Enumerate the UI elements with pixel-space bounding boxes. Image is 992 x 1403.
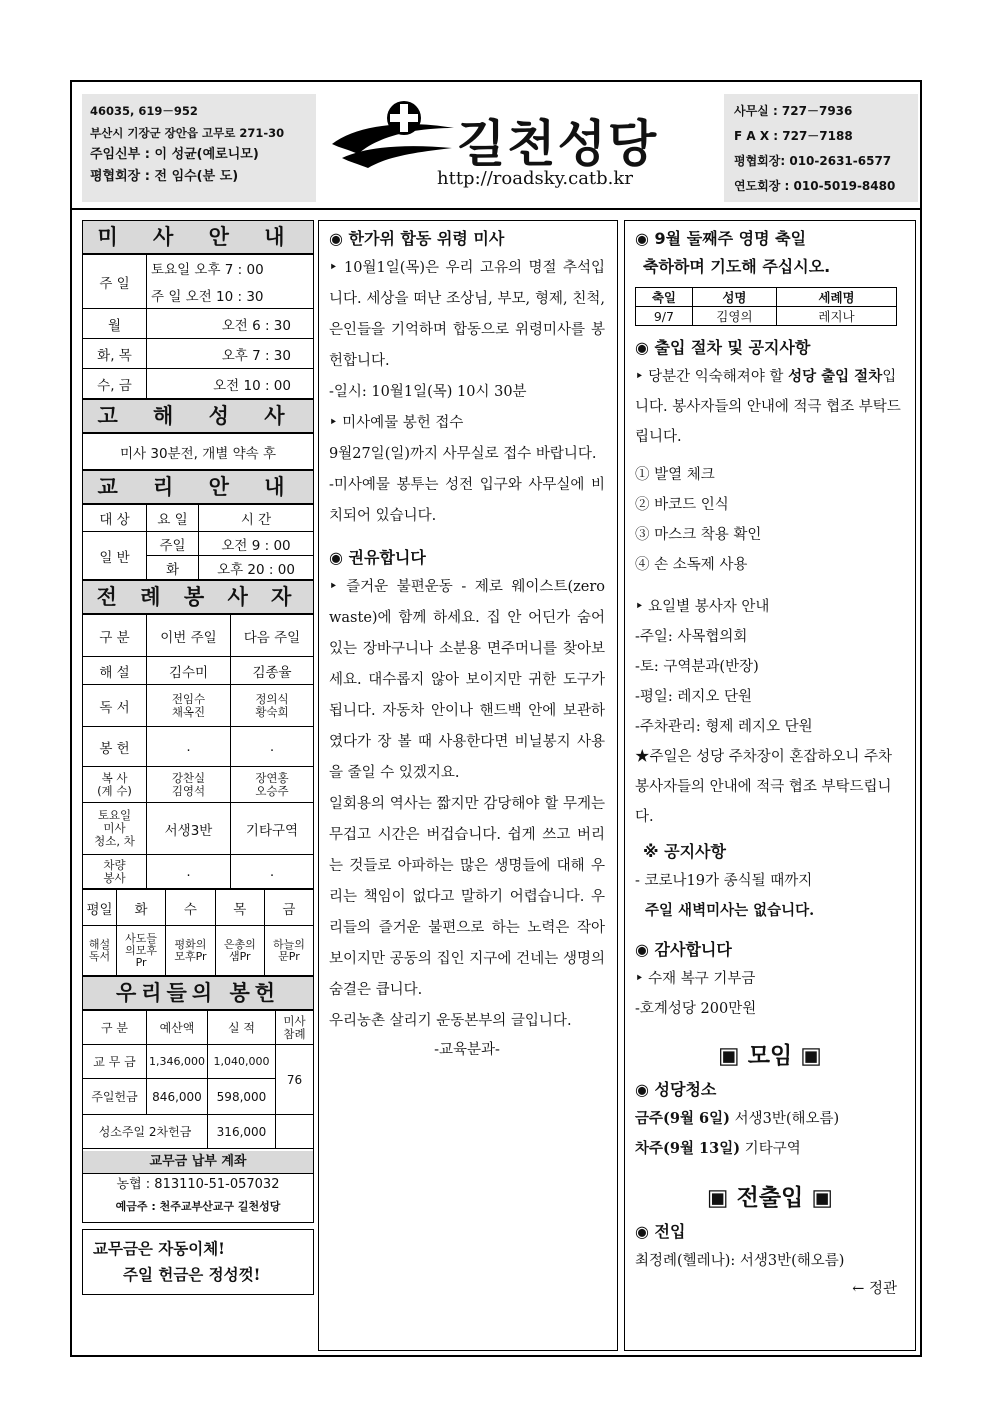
lit-this: . xyxy=(147,727,231,767)
off-budget: 846,000 xyxy=(147,1079,208,1115)
weekday: 금 xyxy=(264,890,313,926)
zero-waste-source: 우리농촌 살리기 운동본부의 글입니다. xyxy=(329,1013,572,1029)
cleaning-date: 금주(9월 6일) xyxy=(635,1110,730,1127)
volunteer-item: -주일: 사목협의회 xyxy=(635,629,748,645)
education-sign: -교육분과- xyxy=(434,1042,500,1058)
lit-role: 봉 헌 xyxy=(83,727,147,767)
cat-head: 시 간 xyxy=(199,505,314,532)
account-holder: 예금주 : 천주교부산교구 길천성당 xyxy=(115,1200,281,1213)
off-head: 예산액 xyxy=(147,1011,208,1045)
sat-mass: 토요일 오후 7 : 00 xyxy=(147,255,314,282)
offering-intake: ‣ 미사예물 봉헌 접수 9월27일(일)까지 사무실로 접수 바랍니다. xyxy=(329,415,597,462)
volunteer-item: -주차관리: 형제 레지오 단원 xyxy=(635,719,813,735)
off-label: 성소주일 2차헌금 xyxy=(83,1115,208,1149)
off-label: 교 무 금 xyxy=(83,1045,147,1079)
entry-post: 입니다. 봉사자들의 안내에 적극 협조 부탁드립니다. xyxy=(635,369,901,445)
reader-group: 은총의 샘Pr xyxy=(215,926,264,976)
feast-table xyxy=(635,287,897,326)
feast-date: 9/7 xyxy=(636,307,693,326)
weekday-label: 평일 xyxy=(83,890,117,926)
off-actual: 598,000 xyxy=(207,1079,275,1115)
lit-role: 토요일 미사 청소, 차 xyxy=(83,803,147,855)
lit-role: 복 사 (계 수) xyxy=(83,767,147,803)
off-actual: 316,000 xyxy=(207,1115,275,1149)
parking-note: ★주일은 성당 주차장이 혼잡하오니 주차봉사자들의 안내에 적극 협조 부탁드립니다. xyxy=(635,749,893,825)
left-column xyxy=(82,220,314,1295)
lit-role: 차량 봉사 xyxy=(83,855,147,889)
entry-body xyxy=(635,362,905,452)
mass-time: 오전 6 : 30 xyxy=(147,309,314,339)
off-head: 구 분 xyxy=(83,1011,147,1045)
postal: 46035, 619－952 xyxy=(90,104,198,118)
council-phone: 평협회장: 010-2631-6577 xyxy=(734,154,892,168)
office-phone: 사무실 : 727－7936 xyxy=(734,104,853,118)
transfer-in-title: ◉ 전입 xyxy=(635,1222,686,1241)
lit-next: 김종율 xyxy=(231,657,314,685)
fax: F A X : 727－7188 xyxy=(734,129,853,143)
lit-role: 해 설 xyxy=(83,657,147,685)
bulletin-frame xyxy=(70,80,922,1357)
mass-time: 오전 10 : 00 xyxy=(147,369,314,399)
mass-time: 오후 7 : 30 xyxy=(147,339,314,369)
off-attendance: 76 xyxy=(275,1045,313,1115)
parish-logo xyxy=(322,98,722,178)
catechism-title: 교 리 안 내 xyxy=(82,470,314,504)
mass-day: 화, 목 xyxy=(83,339,147,369)
lit-next: 장연홍 오승주 xyxy=(231,767,314,803)
account-number: 농협 : 813110-51-057032 xyxy=(116,1177,280,1192)
right-column xyxy=(624,220,916,1351)
feast-title: ◉ 9월 둘째주 영명 축일 xyxy=(635,229,807,248)
slogan-box xyxy=(82,1229,314,1295)
offering-title: 우리들의 봉헌 xyxy=(82,976,314,1010)
entry-pre: ‣ 당분간 익숙해져야 할 xyxy=(635,369,789,385)
mass-day: 수, 금 xyxy=(83,369,147,399)
header xyxy=(72,82,920,210)
offering-table xyxy=(82,1010,314,1149)
sunday-label: 주 일 xyxy=(83,255,147,309)
feast-name: 김영의 xyxy=(692,307,776,326)
reader-group: 사도들 의모후 Pr xyxy=(117,926,166,976)
thanks-title: ◉ 감사합니다 xyxy=(635,940,732,959)
meeting-title: ▣ 모임 ▣ xyxy=(718,1043,822,1069)
feast-sub: 축하하며 기도해 주십시오. xyxy=(643,257,831,276)
entry-step: ① 발열 체크 xyxy=(635,467,715,483)
address: 부산시 기장군 장안읍 고무로 271-30 xyxy=(90,126,285,140)
off-actual: 1,040,000 xyxy=(207,1045,275,1079)
cat-day: 화 xyxy=(147,556,199,580)
weekday: 수 xyxy=(166,890,216,926)
cleaning-2 xyxy=(635,1134,905,1164)
reader-group: 평화의 모후Pr xyxy=(166,926,216,976)
address-box xyxy=(82,94,316,202)
website-link[interactable]: http://roadsky.catb.kr xyxy=(437,168,633,189)
zero-waste-body-2: 일회용의 역사는 짧지만 감당해야 할 무게는 무겁고 시간은 버겁습니다. 쉽게 쓰고 버리는 것들로 아파하는 많은 생명들에 대해 우리는 책임이 없다고 말하기 어렵습니다. 우리들의 즐거운 불편으로 하는 노력은 작아 보이지만 공동의 집인 지구에 건네는 생명의 숨결은 큽니다. xyxy=(329,796,605,998)
notice-1: - 코로나19가 종식될 때까지 xyxy=(635,873,813,889)
cleaning-group: 기타구역 xyxy=(740,1141,801,1157)
cleaning-title: ◉ 성당청소 xyxy=(635,1080,717,1099)
feast-head: 축일 xyxy=(636,288,693,307)
cleaning-date: 차주(9월 13일) xyxy=(635,1140,741,1157)
confession-title: 고 해 성 사 xyxy=(82,399,314,433)
lit-head: 다음 주일 xyxy=(231,615,314,657)
volunteer-item: -토: 구역분과(반장) xyxy=(635,659,759,675)
parish-name: 길천성당 xyxy=(457,115,659,173)
entry-bold: 성당 출입 절차 xyxy=(788,368,883,385)
cat-time: 오후 20 : 00 xyxy=(199,556,314,580)
confession-table xyxy=(82,433,314,470)
cleaning-group: 서생3반(해오름) xyxy=(729,1111,840,1127)
confession-text: 미사 30분전, 개별 약속 후 xyxy=(83,434,314,470)
pastor: 주임신부 : 이 성균(예로니모) xyxy=(90,147,259,162)
off-label: 주일헌금 xyxy=(83,1079,147,1115)
lit-next: 정의식 황숙희 xyxy=(231,685,314,727)
sun-mass: 주 일 오전 10 : 30 xyxy=(147,282,314,309)
mass-table xyxy=(82,254,314,399)
council-head: 평협회장 : 전 임수(분 도) xyxy=(90,169,239,184)
weekday: 목 xyxy=(215,890,264,926)
entry-step: ③ 마스크 착용 확인 xyxy=(635,527,762,543)
memorial-mass-title: ◉ 한가위 합동 위령 미사 xyxy=(329,229,505,248)
cat-head: 요 일 xyxy=(147,505,199,532)
transfer-title: ▣ 전출입 ▣ xyxy=(706,1185,834,1211)
transfer-in-1: 최정례(헬레나): 서생3반(해오름) xyxy=(635,1253,845,1269)
account-box xyxy=(82,1149,314,1223)
lit-role: 독 서 xyxy=(83,685,147,727)
notice-2: 주일 새벽미사는 없습니다. xyxy=(645,902,815,919)
volunteer-title: ‣ 요일별 봉사자 안내 xyxy=(635,599,770,615)
feast-head: 성명 xyxy=(692,288,776,307)
reader-group: 하늘의 문Pr xyxy=(264,926,313,976)
lit-head: 이번 주일 xyxy=(147,615,231,657)
catechism-table xyxy=(82,504,314,580)
feast-baptismal: 레지나 xyxy=(777,307,897,326)
entry-steps xyxy=(635,460,905,580)
slogan-1: 교무금은 자동이체! xyxy=(93,1239,225,1258)
cat-time: 오전 9 : 00 xyxy=(199,532,314,556)
thanks-line: -호계성당 200만원 xyxy=(635,1001,757,1017)
lit-next: . xyxy=(231,727,314,767)
lit-head: 구 분 xyxy=(83,615,147,657)
memorial-mass-body: ‣ 10월1일(목)은 우리 고유의 명절 추석입니다. 세상을 떠난 조상님, 부모, 형제, 친척, 은인들을 기억하며 합동으로 위령미사를 봉헌합니다. xyxy=(329,260,605,369)
weekday-table xyxy=(82,889,314,976)
cross-swoosh-icon xyxy=(328,98,458,174)
notice-title: ※ 공지사항 xyxy=(643,842,726,861)
entry-title: ◉ 출입 절차 및 공지사항 xyxy=(635,338,811,357)
entry-step: ④ 손 소독제 사용 xyxy=(635,557,748,573)
lit-this: 전임수 채옥진 xyxy=(147,685,231,727)
lit-next: . xyxy=(231,855,314,889)
cat-day: 주일 xyxy=(147,532,199,556)
off-budget: 1,346,000 xyxy=(147,1045,208,1079)
feast-head: 세례명 xyxy=(777,288,897,307)
alliance-phone: 연도회장 : 010-5019-8480 xyxy=(734,179,896,193)
lit-next: 기타구역 xyxy=(231,803,314,855)
reader-label: 해설 독서 xyxy=(83,926,117,976)
liturgy-table xyxy=(82,614,314,889)
middle-column xyxy=(318,220,618,1351)
lit-this: 김수미 xyxy=(147,657,231,685)
cat-head: 대 상 xyxy=(83,505,147,532)
cleaning-1 xyxy=(635,1104,905,1134)
volunteer-item: -평일: 레지오 단원 xyxy=(635,689,753,705)
weekday: 화 xyxy=(117,890,166,926)
offering-envelope-note: -미사예물 봉투는 성전 입구와 사무실에 비치되어 있습니다. xyxy=(329,477,605,524)
account-title: 교무금 납부 계좌 xyxy=(83,1151,313,1174)
cat-target: 일 반 xyxy=(83,532,147,580)
off-empty xyxy=(275,1115,313,1149)
off-head: 미사 참례 xyxy=(275,1011,313,1045)
liturgy-title: 전 례 봉 사 자 xyxy=(82,580,314,614)
lit-this: 서생3반 xyxy=(147,803,231,855)
contact-box xyxy=(724,94,918,202)
recommend-title: ◉ 권유합니다 xyxy=(329,548,426,567)
lit-this: . xyxy=(147,855,231,889)
thanks-line: ‣ 수재 복구 기부금 xyxy=(635,971,756,987)
lit-this: 강찬실 김영석 xyxy=(147,767,231,803)
slogan-2: 주일 헌금은 정성껏! xyxy=(123,1265,261,1284)
entry-step: ② 바코드 인식 xyxy=(635,497,729,513)
transfer-in-2: ← 정관 xyxy=(852,1281,897,1297)
zero-waste-body: ‣ 즐거운 불편운동 - 제로 웨이스트(zero waste)에 함께 하세요. 집 안 어딘가 숨어있는 장바구니나 소분용 면주머니를 찾아보세요. 대수롭지 않아 보이지만 귀한 도구가 됩니다. 자동차 안이나 핸드백 안에 보관하였다가 장 볼 때 사용한다면 비닐봉지 사용을 줄일 수 있겠지요. xyxy=(329,579,605,781)
off-head: 실 적 xyxy=(207,1011,275,1045)
mass-title: 미 사 안 내 xyxy=(82,220,314,254)
memorial-mass-date: -일시: 10월1일(목) 10시 30분 xyxy=(329,384,527,400)
mass-day: 월 xyxy=(83,309,147,339)
